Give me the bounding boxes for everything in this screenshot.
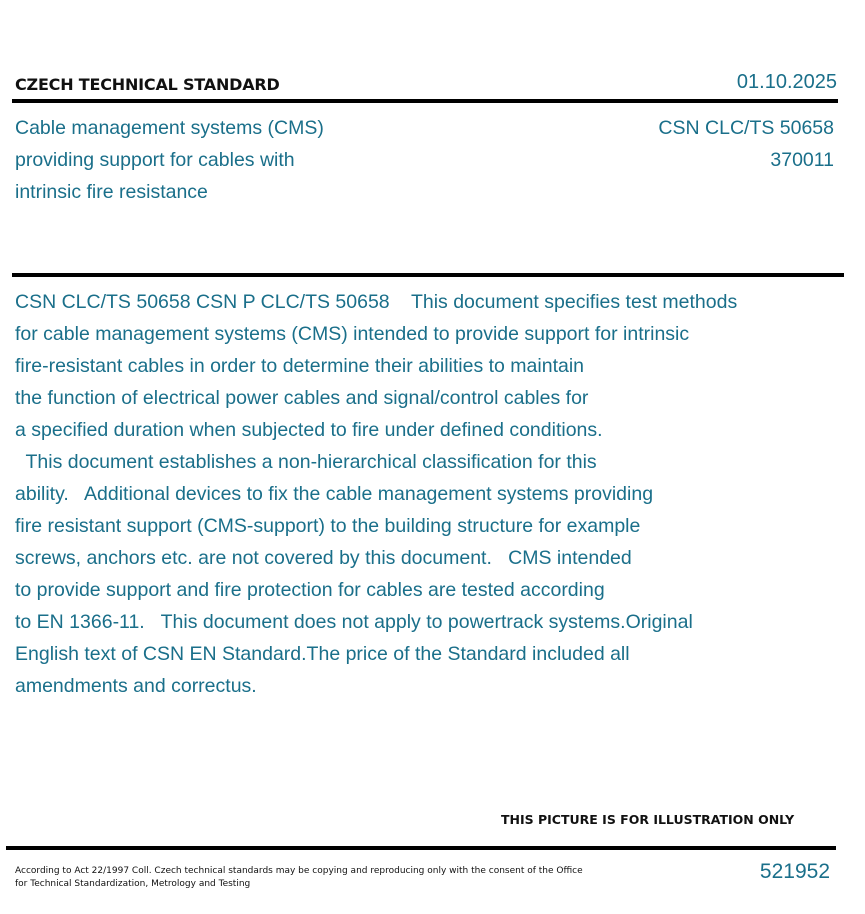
standard-title-line: providing support for cables with (15, 149, 295, 171)
standard-title (15, 112, 324, 208)
description-line: ability. Additional devices to fix the cable management systems providing (15, 483, 654, 505)
description-line: to EN 1366-11. This document does not apply to powertrack systems.Original (15, 611, 693, 633)
standard-description (15, 286, 835, 702)
document-number: 521952 (759, 860, 830, 883)
standard-identifiers (658, 112, 834, 176)
legal-note-line: for Technical Standardization, Metrology and Testing (15, 878, 251, 889)
description-line: for cable management systems (CMS) intended to provide support for intrinsic (15, 323, 690, 345)
description-line: CSN CLC/TS 50658 CSN P CLC/TS 50658 This document specifies test methods (15, 291, 738, 313)
publication-date: 01.10.2025 (736, 71, 837, 93)
standard-title-line: intrinsic fire resistance (15, 181, 208, 203)
document-header-title: CZECH TECHNICAL STANDARD (15, 75, 280, 94)
standard-code: CSN CLC/TS 50658 (658, 117, 834, 139)
standard-title-line: Cable management systems (CMS) (15, 117, 324, 139)
description-line: to provide support and fire protection for cables are tested according (15, 579, 605, 601)
header-divider (12, 99, 838, 103)
footer-divider (6, 846, 836, 850)
legal-note (15, 865, 615, 890)
description-line: a specified duration when subjected to fire under defined conditions. (15, 419, 603, 441)
title-divider (12, 273, 844, 277)
legal-note-line: According to Act 22/1997 Coll. Czech technical standards may be copying and reproducing only with the consent of the Office (15, 866, 583, 876)
illustration-note: THIS PICTURE IS FOR ILLUSTRATION ONLY (501, 812, 795, 827)
description-line: English text of CSN EN Standard.The price of the Standard included all (15, 643, 630, 665)
description-line: screws, anchors etc. are not covered by this document. CMS intended (15, 547, 632, 569)
description-line: This document establishes a non-hierarchical classification for this (15, 451, 597, 473)
description-line: fire-resistant cables in order to determine their abilities to maintain (15, 355, 585, 377)
description-line: fire resistant support (CMS-support) to the building structure for example (15, 515, 641, 537)
class-number: 370011 (770, 149, 834, 171)
description-line: the function of electrical power cables and signal/control cables for (15, 387, 589, 409)
description-line: amendments and correctus. (15, 675, 257, 697)
